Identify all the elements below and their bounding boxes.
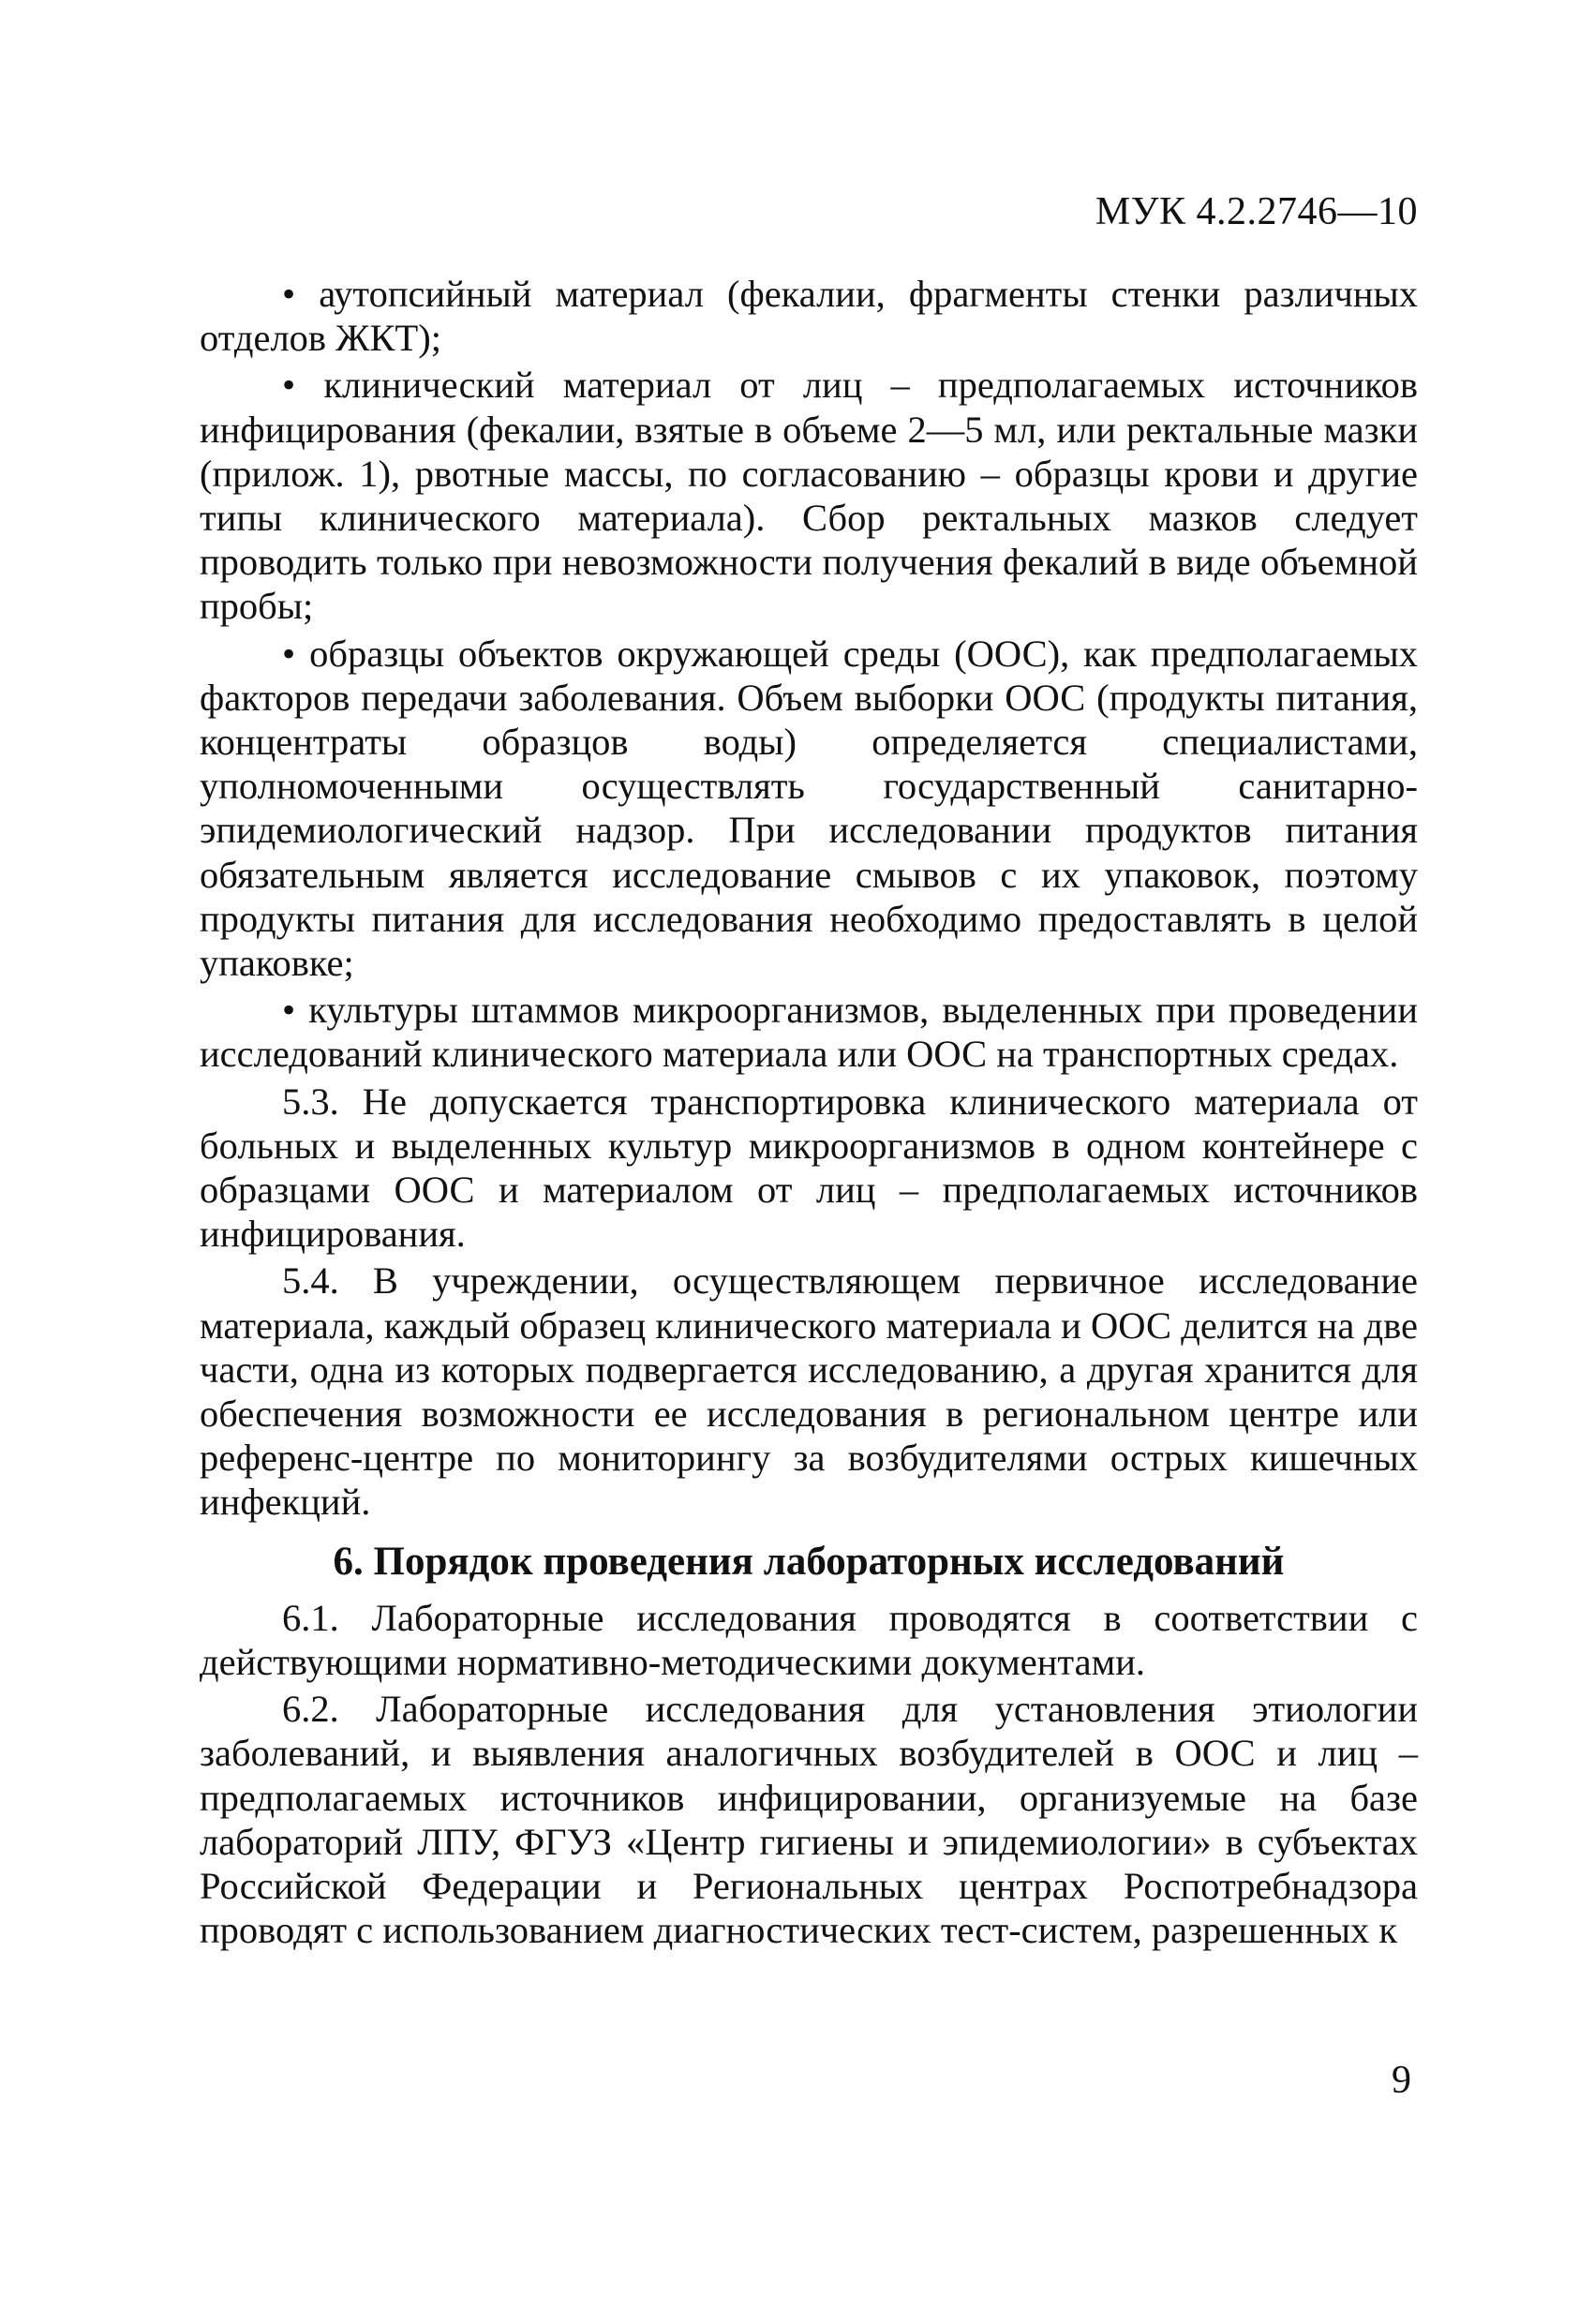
bullet-strain-cultures: • культуры штаммов микроорганизмов, выделенных при проведении исследований клинического материала или ООС на транспортных средах. bbox=[200, 988, 1418, 1076]
page-content bbox=[200, 272, 1418, 1955]
page-number: 9 bbox=[1392, 2059, 1411, 2102]
paragraph-5-4: 5.4. В учреждении, осуществляющем первичное исследование материала, каждый образец клинического материала и ООС делится на две части, одна из которых подвергается исследованию, а другая хранится для обеспечения возможности ее исследования в региональном центре или референс-центре по мониторингу за возбудителями острых кишечных инфекций. bbox=[200, 1259, 1418, 1524]
bullet-clinical-material: • клинический материал от лиц – предполагаемых источников инфицирования (фекалии, взятые в объеме 2—5 мл, или ректальные мазки (прилож. 1), рвотные массы, по согласованию – образцы крови и другие типы клинического материала). Сбор ректальных мазков следует проводить только при невозможности получения фекалий в виде объемной пробы; bbox=[200, 363, 1418, 628]
paragraph-6-2: 6.2. Лабораторные исследования для установления этиологии заболеваний, и выявления аналогичных возбудителей в ООС и лиц – предполагаемых источников инфицировании, организуемые на базе лабораторий ЛПУ, ФГУЗ «Центр гигиены и эпидемиологии» в субъектах Российской Федерации и Региональных центрах Роспотребнадзора проводят с использованием диагностических тест-систем, разрешенных к bbox=[200, 1688, 1418, 1952]
section-6-title: 6. Порядок проведения лабораторных исследований bbox=[333, 1539, 1285, 1584]
paragraph-6-1: 6.1. Лабораторные исследования проводятся в соответствии с действующими нормативно-методическими документами. bbox=[200, 1596, 1418, 1683]
document-code-header: МУК 4.2.2746—10 bbox=[1095, 190, 1418, 233]
bullet-autopsy-material: • аутопсийный материал (фекалии, фрагменты стенки различных отделов ЖКТ); bbox=[200, 272, 1418, 360]
bullet-environment-samples: • образцы объектов окружающей среды (ООС), как предполагаемых факторов передачи заболевания. Объем выборки ООС (продукты питания, концентраты образцов воды) определяется специалистами, уполномоченными осуществлять государственный санитарно-эпидемиологический надзор. При исследовании продуктов питания обязательным является исследование смывов с их упаковок, поэтому продукты питания для исследования необходимо предоставлять в целой упаковке; bbox=[200, 632, 1418, 986]
paragraph-5-3: 5.3. Не допускается транспортировка клинического материала от больных и выделенных культур микроорганизмов в одном контейнере с образцами ООС и материалом от лиц – предполагаемых источников инфицирования. bbox=[200, 1080, 1418, 1256]
